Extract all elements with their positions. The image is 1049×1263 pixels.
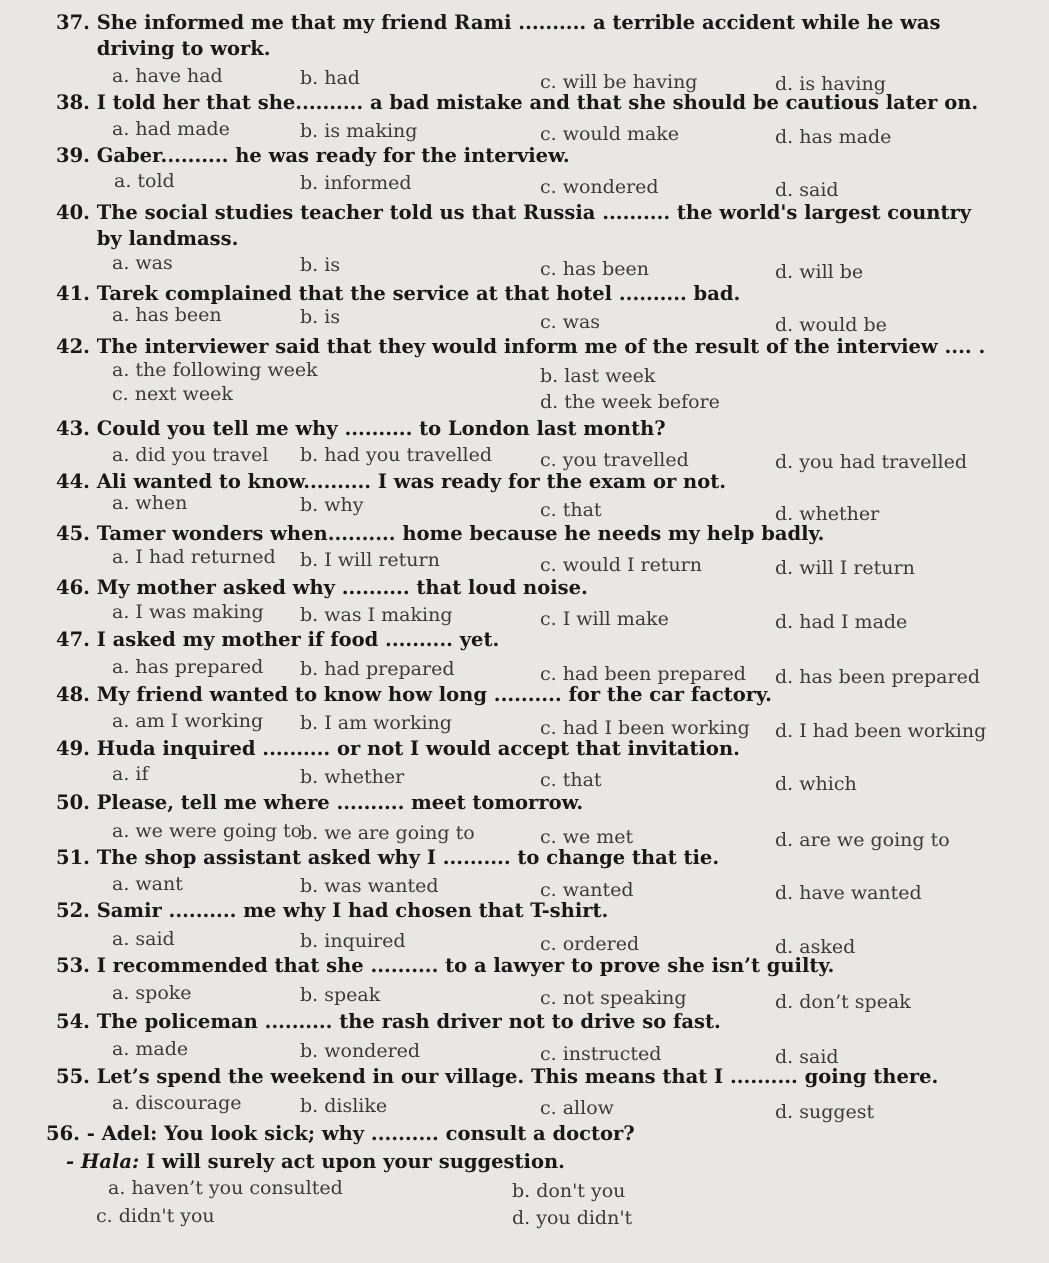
- option-c: c. you travelled: [540, 449, 689, 471]
- question-stem: 46. My mother asked why .......... that loud noise.: [56, 576, 588, 599]
- option-a: a. said: [112, 928, 175, 950]
- option-c: c. wanted: [540, 879, 634, 901]
- option-d: d. has made: [775, 126, 892, 148]
- question-stem: 37. She informed me that my friend Rami .......... a terrible accident while he was driving to work.: [56, 11, 941, 60]
- option-d: d. would be: [775, 314, 887, 336]
- question-stem: 47. I asked my mother if food .......... yet.: [56, 628, 500, 651]
- option-c: c. would I return: [540, 554, 703, 576]
- question-stem: 48. My friend wanted to know how long .......... for the car factory.: [56, 683, 772, 706]
- option-a: a. has prepared: [112, 656, 264, 678]
- option-b: b. was wanted: [300, 875, 439, 897]
- option-a: a. discourage: [112, 1092, 242, 1114]
- option-a: a. I had returned: [112, 546, 276, 568]
- option-b: b. I am working: [300, 712, 452, 734]
- option-b: b. dislike: [300, 1095, 388, 1117]
- option-a: a. have had: [112, 65, 223, 87]
- option-a: a. has been: [112, 304, 222, 326]
- option-d: d. you didn't: [512, 1207, 633, 1229]
- option-b: b. is: [300, 254, 341, 276]
- question-stem: 51. The shop assistant asked why I .......... to change that tie.: [56, 846, 720, 869]
- option-d: d. are we going to: [775, 829, 950, 851]
- option-a: a. when: [112, 492, 188, 514]
- option-b: b. wondered: [300, 1040, 421, 1062]
- question-stem: 52. Samir .......... me why I had chosen that T-shirt.: [56, 899, 609, 922]
- option-c: c. didn't you: [96, 1205, 215, 1227]
- question-stem: 55. Let’s spend the weekend in our village. This means that I .......... going there.: [56, 1065, 939, 1088]
- option-b: b. I will return: [300, 549, 440, 571]
- reply-speaker: - Hala:: [66, 1150, 140, 1173]
- option-b: b. last week: [540, 365, 656, 387]
- option-b: b. had you travelled: [300, 444, 493, 466]
- option-a: a. was: [112, 252, 173, 274]
- option-b: b. why: [300, 494, 364, 516]
- option-c: c. had been prepared: [540, 663, 746, 685]
- option-c: c. was: [540, 311, 601, 333]
- question-stem: 45. Tamer wonders when.......... home because he needs my help badly.: [56, 522, 825, 545]
- option-d: d. I had been working: [775, 720, 987, 742]
- option-c: c. had I been working: [540, 717, 750, 739]
- option-a: a. spoke: [112, 982, 192, 1004]
- question-stem: 53. I recommended that she .......... to a lawyer to prove she isn’t guilty.: [56, 954, 835, 977]
- option-a: a. the following week: [112, 359, 318, 381]
- question-stem: 40. The social studies teacher told us that Russia .......... the world's largest country by landmass.: [56, 201, 972, 250]
- option-c: c. will be having: [540, 71, 698, 93]
- option-a: a. did you travel: [112, 444, 269, 466]
- option-c: c. would make: [540, 123, 680, 145]
- option-b: b. inquired: [300, 930, 406, 952]
- option-d: d. had I made: [775, 611, 908, 633]
- question-stem: 39. Gaber.......... he was ready for the interview.: [56, 144, 570, 167]
- option-d: d. will I return: [775, 557, 915, 579]
- question-stem: 49. Huda inquired .......... or not I would accept that invitation.: [56, 737, 740, 760]
- question-stem: 43. Could you tell me why .......... to London last month?: [56, 417, 666, 440]
- option-d: d. will be: [775, 261, 864, 283]
- option-b: b. is: [300, 306, 341, 328]
- option-d: d. said: [775, 179, 839, 201]
- option-d: d. have wanted: [775, 882, 922, 904]
- option-c: c. next week: [112, 383, 233, 405]
- option-c: c. has been: [540, 258, 649, 280]
- hala-reply: [66, 1149, 1026, 1175]
- question-stem: 54. The policeman .......... the rash driver not to drive so fast.: [56, 1010, 721, 1033]
- option-b: b. had prepared: [300, 658, 455, 680]
- option-c: c. that: [540, 499, 602, 521]
- option-d: d. has been prepared: [775, 666, 980, 688]
- option-a: a. told: [114, 170, 175, 192]
- option-c: c. ordered: [540, 933, 640, 955]
- option-a: a. made: [112, 1038, 189, 1060]
- option-d: d. asked: [775, 936, 856, 958]
- option-a: a. want: [112, 873, 183, 895]
- reply-text: I will surely act upon your suggestion.: [139, 1150, 565, 1173]
- question-stem: 44. Ali wanted to know.......... I was ready for the exam or not.: [56, 470, 727, 493]
- option-a: a. am I working: [112, 710, 264, 732]
- option-c: c. not speaking: [540, 987, 687, 1009]
- option-b: b. whether: [300, 766, 405, 788]
- option-a: a. we were going to: [112, 820, 303, 842]
- option-a: a. had made: [112, 118, 230, 140]
- option-d: d. which: [775, 773, 857, 795]
- question-stem: 38. I told her that she.......... a bad mistake and that she should be cautious later on.: [56, 91, 979, 114]
- question-stem: 41. Tarek complained that the service at that hotel .......... bad.: [56, 282, 741, 305]
- option-a: a. I was making: [112, 601, 264, 623]
- option-b: b. was I making: [300, 604, 453, 626]
- option-c: c. that: [540, 769, 602, 791]
- option-d: d. you had travelled: [775, 451, 968, 473]
- option-c: c. allow: [540, 1097, 614, 1119]
- option-c: c. wondered: [540, 176, 659, 198]
- option-b: b. we are going to: [300, 822, 475, 844]
- option-a: a. if: [112, 763, 149, 785]
- question-stem: 42. The interviewer said that they would inform me of the result of the interview .... .: [56, 335, 986, 358]
- option-d: d. said: [775, 1046, 839, 1068]
- option-c: c. we met: [540, 826, 634, 848]
- option-b: b. had: [300, 67, 360, 89]
- option-c: c. instructed: [540, 1043, 662, 1065]
- option-d: d. is having: [775, 73, 886, 95]
- question-stem: 56. - Adel: You look sick; why .......... consult a doctor?: [46, 1122, 635, 1145]
- option-b: b. don't you: [512, 1180, 626, 1202]
- option-b: b. is making: [300, 120, 418, 142]
- option-b: b. informed: [300, 172, 412, 194]
- option-d: d. suggest: [775, 1101, 875, 1123]
- option-a: a. haven’t you consulted: [108, 1177, 343, 1199]
- option-c: c. I will make: [540, 608, 669, 630]
- option-d: d. the week before: [540, 391, 720, 413]
- option-b: b. speak: [300, 984, 381, 1006]
- option-d: d. don’t speak: [775, 991, 911, 1013]
- question-stem: 50. Please, tell me where .......... meet tomorrow.: [56, 791, 584, 814]
- option-d: d. whether: [775, 503, 880, 525]
